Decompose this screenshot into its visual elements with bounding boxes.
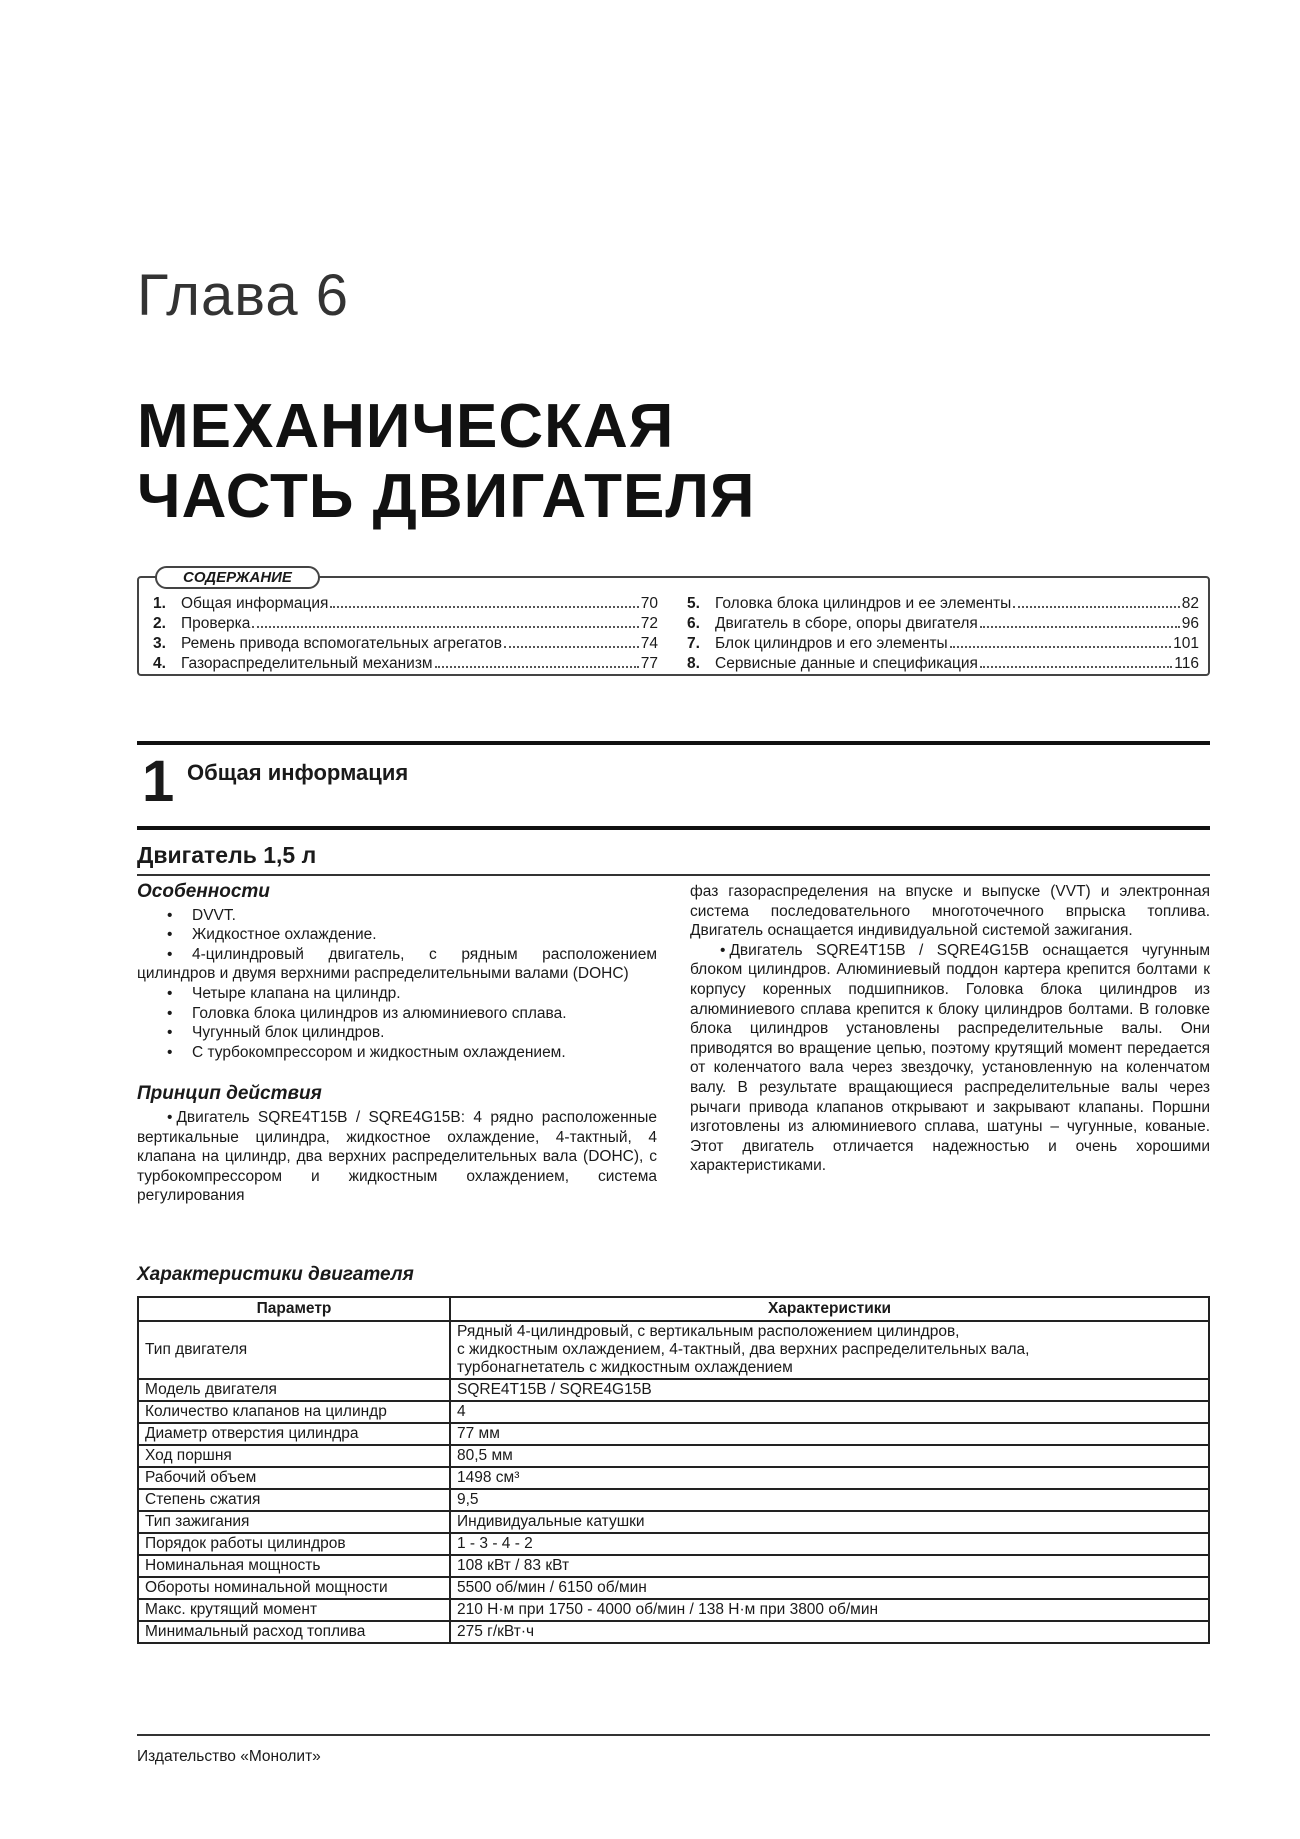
toc-item-text: Сервисные данные и спецификация xyxy=(715,655,978,672)
param-cell: Номинальная мощность xyxy=(138,1555,450,1577)
chapter-label: Глава 6 xyxy=(137,263,350,328)
principle-heading: Принцип действия xyxy=(137,1083,322,1105)
table-row xyxy=(138,1599,1209,1621)
principle-paragraph-1-text: Двигатель SQRE4T15B / SQRE4G15B: 4 рядно расположенные вертикальные цилиндра, жидкостное охлаждение, 4-тактный, 4 клапана на цилиндр, два верхних распределительных вала (DOHC), с турбокомпрессором и жидкостным охлаждением, система регулирования xyxy=(137,1108,657,1205)
publisher-footer: Издательство «Монолит» xyxy=(137,1748,321,1765)
column-header-parameter: Параметр xyxy=(138,1297,450,1321)
param-cell: Макс. крутящий момент xyxy=(138,1599,450,1621)
toc-item-number: 6. xyxy=(687,615,700,632)
param-cell: Минимальный расход топлива xyxy=(138,1621,450,1643)
toc-item-page: 96 xyxy=(1181,615,1199,632)
table-row xyxy=(138,1321,1209,1379)
list-item: • Головка блока цилиндров из алюминиевого сплава. xyxy=(137,1004,657,1024)
list-item: • Жидкостное охлаждение. xyxy=(137,925,657,945)
param-cell: Диаметр отверстия цилиндра xyxy=(138,1423,450,1445)
param-cell: Степень сжатия xyxy=(138,1489,450,1511)
toc-column-left xyxy=(153,594,658,674)
toc-item[interactable] xyxy=(687,634,1199,654)
value-cell: 108 кВт / 83 кВт xyxy=(450,1555,1209,1577)
table-row xyxy=(138,1489,1209,1511)
principle-paragraph-2-text: Двигатель SQRE4T15B / SQRE4G15B оснащается чугунным блоком цилиндров. Алюминиевый поддон картера крепится болтами к корпусу коренных подшипников. Головка блока цилиндров из алюминиевого сплава крепится к блоку цилиндров болтами. В головке блока цилиндров установлены распределительные валы. Они приводятся во вращение цепью, поэтому крутящий момент передается от коленчатого вала через звездочку, установленную на коленчатом валу. В результате вращающиеся распределительные валы через рычаги привода клапанов открывают и закрывают клапаны. Поршни изготовлены из алюминиевого сплава, шатуны – чугунные, кованые. Этот двигатель отличается надежностью и очень хорошими характеристиками. xyxy=(690,941,1210,1175)
toc-item-text: Блок цилиндров и его элементы xyxy=(715,635,948,652)
list-item: • С турбокомпрессором и жидкостным охлаждением. xyxy=(137,1043,657,1063)
param-cell: Тип двигателя xyxy=(138,1321,450,1379)
toc-item[interactable] xyxy=(153,634,658,654)
value-cell: 4 xyxy=(450,1401,1209,1423)
toc-item-text: Двигатель в сборе, опоры двигателя xyxy=(715,615,978,632)
list-item: • Четыре клапана на цилиндр. xyxy=(137,984,657,1004)
table-header-row xyxy=(138,1297,1209,1321)
toc-leader xyxy=(252,614,638,628)
param-cell: Обороты номинальной мощности xyxy=(138,1577,450,1599)
toc-item-page: 82 xyxy=(1181,595,1199,612)
list-item: • DVVT. xyxy=(137,906,657,926)
list-item: • Чугунный блок цилиндров. xyxy=(137,1023,657,1043)
toc-item-page: 101 xyxy=(1173,635,1199,652)
principle-paragraph-2 xyxy=(690,941,1210,1176)
table-row xyxy=(138,1511,1209,1533)
toc-leader xyxy=(950,634,1171,648)
value-cell: 5500 об/мин / 6150 об/мин xyxy=(450,1577,1209,1599)
bullet-glyph: • xyxy=(167,1108,173,1126)
text-column-left xyxy=(137,882,657,1206)
specs-heading: Характеристики двигателя xyxy=(137,1264,414,1285)
section-title: Общая информация xyxy=(187,760,409,785)
toc-item-number: 5. xyxy=(687,595,700,612)
toc-item-page: 116 xyxy=(1174,655,1199,672)
value-cell: 77 мм xyxy=(450,1423,1209,1445)
table-row xyxy=(138,1379,1209,1401)
value-cell: 1498 см³ xyxy=(450,1467,1209,1489)
toc-leader xyxy=(1013,594,1179,608)
value-line: Рядный 4-цилиндровый, с вертикальным расположением цилиндров, xyxy=(457,1323,960,1340)
param-cell: Ход поршня xyxy=(138,1445,450,1467)
table-row xyxy=(138,1401,1209,1423)
table-row xyxy=(138,1555,1209,1577)
chapter-title-line-2: ЧАСТЬ ДВИГАТЕЛЯ xyxy=(137,462,756,531)
value-cell: 275 г/кВт·ч xyxy=(450,1621,1209,1643)
param-cell: Модель двигателя xyxy=(138,1379,450,1401)
toc-item[interactable] xyxy=(153,594,658,614)
engine-heading: Двигатель 1,5 л xyxy=(137,842,317,868)
principle-paragraph-1-continued: фаз газораспределения на впуске и выпуске (VVT) и электронная система последовательного многоточечного впрыска топлива. Двигатель оснащается индивидуальной системой зажигания. xyxy=(690,883,1210,940)
table-row xyxy=(138,1533,1209,1555)
param-cell: Порядок работы цилиндров xyxy=(138,1533,450,1555)
features-list xyxy=(137,906,657,1063)
value-cell: 1 - 3 - 4 - 2 xyxy=(450,1533,1209,1555)
param-cell: Рабочий объем xyxy=(138,1467,450,1489)
value-cell: 9,5 xyxy=(450,1489,1209,1511)
toc-item-page: 74 xyxy=(640,635,658,652)
toc-item[interactable] xyxy=(153,614,658,634)
chapter-title-line-1: МЕХАНИЧЕСКАЯ xyxy=(137,392,675,461)
section-number: 1 xyxy=(142,749,175,814)
toc-leader xyxy=(980,614,1180,628)
toc-item-text: Общая информация xyxy=(181,595,329,612)
value-cell: Индивидуальные катушки xyxy=(450,1511,1209,1533)
toc-item-page: 70 xyxy=(640,595,658,612)
table-row xyxy=(138,1577,1209,1599)
value-cell: 80,5 мм xyxy=(450,1445,1209,1467)
value-cell: SQRE4T15B / SQRE4G15B xyxy=(450,1379,1209,1401)
list-item: • 4-цилиндровый двигатель, с рядным расположением цилиндров и двумя верхними распределительными валами (DOHC) xyxy=(137,945,657,984)
toc-leader xyxy=(435,654,639,668)
table-of-contents xyxy=(137,569,1210,676)
principle-paragraph-1 xyxy=(137,1108,657,1206)
toc-item-number: 2. xyxy=(153,615,166,632)
value-cell: 210 Н·м при 1750 - 4000 об/мин / 138 Н·м при 3800 об/мин xyxy=(450,1599,1209,1621)
toc-item-number: 8. xyxy=(687,655,700,672)
chapter-title xyxy=(137,392,755,532)
param-cell: Тип зажигания xyxy=(138,1511,450,1533)
value-cell xyxy=(450,1321,1209,1379)
column-header-value: Характеристики xyxy=(450,1297,1209,1321)
toc-item-page: 72 xyxy=(640,615,658,632)
param-cell: Количество клапанов на цилиндр xyxy=(138,1401,450,1423)
toc-label: СОДЕРЖАНИЕ xyxy=(155,566,320,589)
toc-item[interactable] xyxy=(687,594,1199,614)
toc-item[interactable] xyxy=(687,614,1199,634)
toc-leader xyxy=(980,654,1172,668)
section-bottom-rule xyxy=(137,826,1210,830)
engine-heading-rule xyxy=(137,874,1210,876)
toc-leader xyxy=(330,594,638,608)
toc-item-text: Проверка xyxy=(181,615,251,632)
toc-item-number: 1. xyxy=(153,595,166,612)
toc-column-right xyxy=(687,594,1199,674)
value-line: с жидкостным охлаждением, 4-тактный, два верхних распределительных вала, xyxy=(457,1341,1030,1358)
features-heading: Особенности xyxy=(137,881,270,902)
toc-item-text: Газораспределительный механизм xyxy=(181,655,433,672)
toc-item-text: Головка блока цилиндров и ее элементы xyxy=(715,595,1012,612)
specs-table xyxy=(137,1296,1210,1644)
footer-rule xyxy=(137,1734,1210,1736)
value-line: турбонагнетатель с жидкостным охлаждением xyxy=(457,1359,793,1376)
text-column-right xyxy=(690,882,1210,1176)
table-row xyxy=(138,1423,1209,1445)
toc-item-number: 4. xyxy=(153,655,166,672)
table-row xyxy=(138,1445,1209,1467)
table-row xyxy=(138,1467,1209,1489)
toc-leader xyxy=(504,634,639,648)
toc-item-page: 77 xyxy=(640,655,658,672)
toc-item-number: 7. xyxy=(687,635,700,652)
toc-item[interactable] xyxy=(153,654,658,674)
section-top-rule xyxy=(137,741,1210,745)
toc-item-text: Ремень привода вспомогательных агрегатов xyxy=(181,635,502,652)
toc-item[interactable] xyxy=(687,654,1199,674)
table-row xyxy=(138,1621,1209,1643)
bullet-glyph: • xyxy=(720,941,726,959)
toc-item-number: 3. xyxy=(153,635,166,652)
